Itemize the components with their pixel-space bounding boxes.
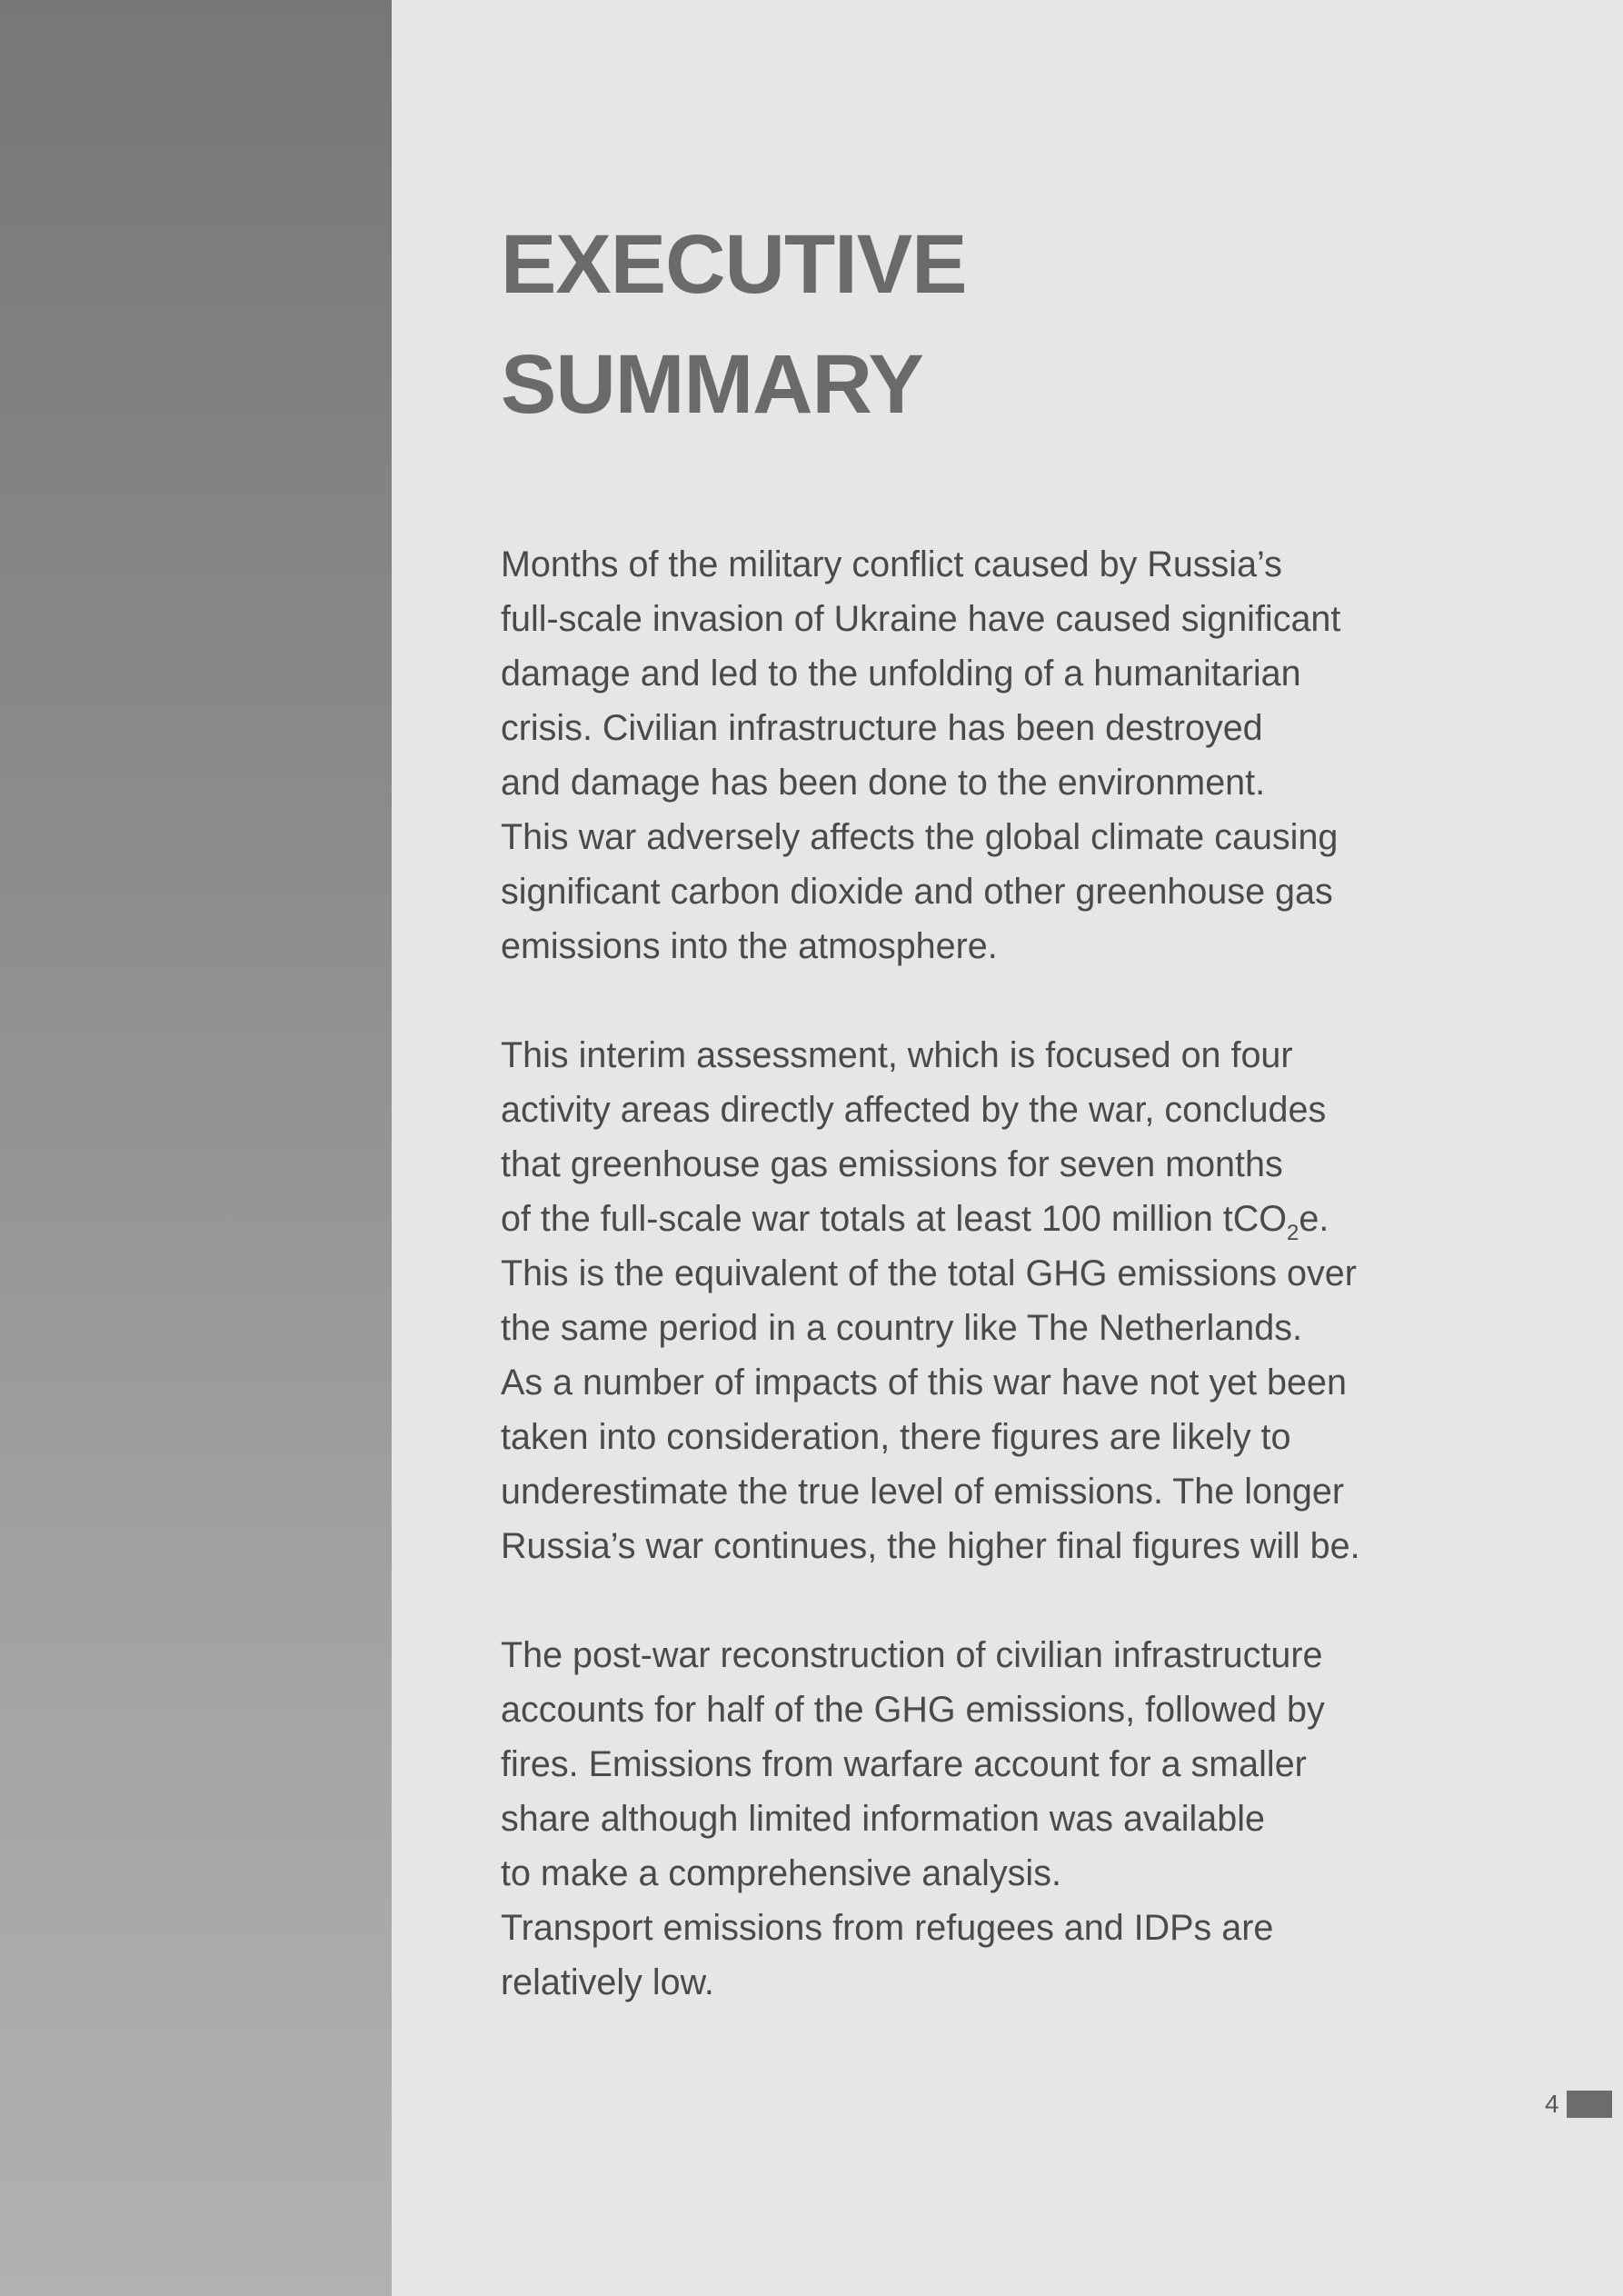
co2-subscript: 2 <box>1287 1221 1299 1245</box>
page-marker-bar <box>1567 2091 1612 2118</box>
paragraph-2-part-2: e. This is the equivalent of the total GHG emissions over the same period in a country like The Netherlands. As a number of impacts of this war have not yet been taken into consideration, there figures are likely to underestimate the true level of emissions. The longer Russia’s war continues, the higher final figures will be. <box>501 1199 1360 1566</box>
body-text <box>501 537 1482 2010</box>
title-line-1: EXECUTIVE <box>501 218 967 311</box>
page-title <box>501 205 1137 444</box>
paragraph-2 <box>501 1028 1482 1573</box>
sidebar-gradient-panel <box>0 0 392 2296</box>
title-line-2: SUMMARY <box>501 338 923 431</box>
page-number: 4 <box>1545 2090 1559 2118</box>
paragraph-1: Months of the military conflict caused by Russia’s full-scale invasion of Ukraine have caused significant damage and led to the unfolding of a humanitarian crisis. Civilian infrastructure has been destroyed and damage has been done to the environment. This war adversely affects the global climate causing significant carbon dioxide and other greenhouse gas emissions into the atmosphere. <box>501 544 1341 966</box>
page-number-marker <box>1545 2091 1612 2118</box>
paragraph-2-part-1: This interim assessment, which is focused on four activity areas directly affected by the war, concludes that greenhouse gas emissions for seven months of the full-scale war totals at least 100 million tCO <box>501 1035 1327 1239</box>
paragraph-3: The post-war reconstruction of civilian infrastructure accounts for half of the GHG emissions, followed by fires. Emissions from warfare account for a smaller share although limited information was available to make a comprehensive analysis. Transport emissions from refugees and IDPs are relatively low. <box>501 1635 1325 2002</box>
main-content <box>501 205 1482 2064</box>
